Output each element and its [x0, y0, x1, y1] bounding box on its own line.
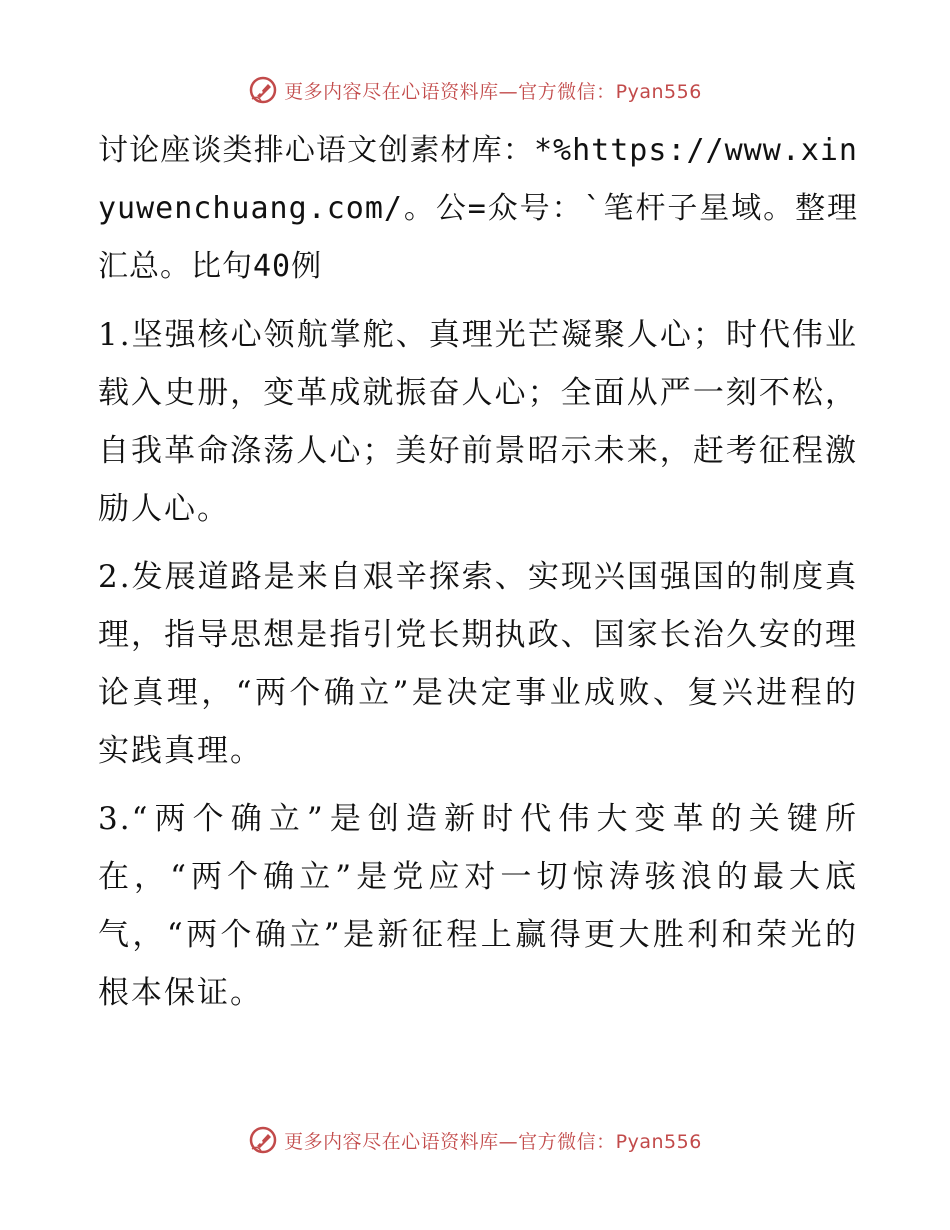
- pen-nib-logo-icon: [248, 1125, 278, 1155]
- document-body: [98, 122, 858, 1032]
- item-paragraph-3: 3.“两个确立”是创造新时代伟大变革的关键所在，“两个确立”是党应对一切惊涛骇浪的最大底气，“两个确立”是新征程上赢得更大胜利和荣光的根本保证。: [98, 801, 858, 1011]
- header-promo-text: 更多内容尽在心语资料库—官方微信：Pyan556: [284, 80, 702, 103]
- item-paragraph-2: 2.发展道路是来自艰辛探索、实现兴国强国的制度真理，指导思想是指引党长期执政、国家长治久安的理论真理，“两个确立”是决定事业成败、复兴进程的实践真理。: [98, 559, 858, 769]
- footer-banner: [0, 1120, 950, 1160]
- pen-nib-logo-icon: [248, 75, 278, 105]
- footer-promo-text: 更多内容尽在心语资料库—官方微信：Pyan556: [284, 1130, 702, 1153]
- intro-paragraph: 讨论座谈类排心语文创素材库：*%https://www.xinyuwenchuang.com/。公=众号：`笔杆子星域。整理汇总。比句40例: [98, 133, 858, 284]
- header-banner: [0, 70, 950, 110]
- item-paragraph-1: 1.坚强核心领航掌舵、真理光芒凝聚人心；时代伟业载入史册，变革成就振奋人心；全面从严一刻不松，自我革命涤荡人心；美好前景昭示未来，赶考征程激励人心。: [98, 317, 858, 527]
